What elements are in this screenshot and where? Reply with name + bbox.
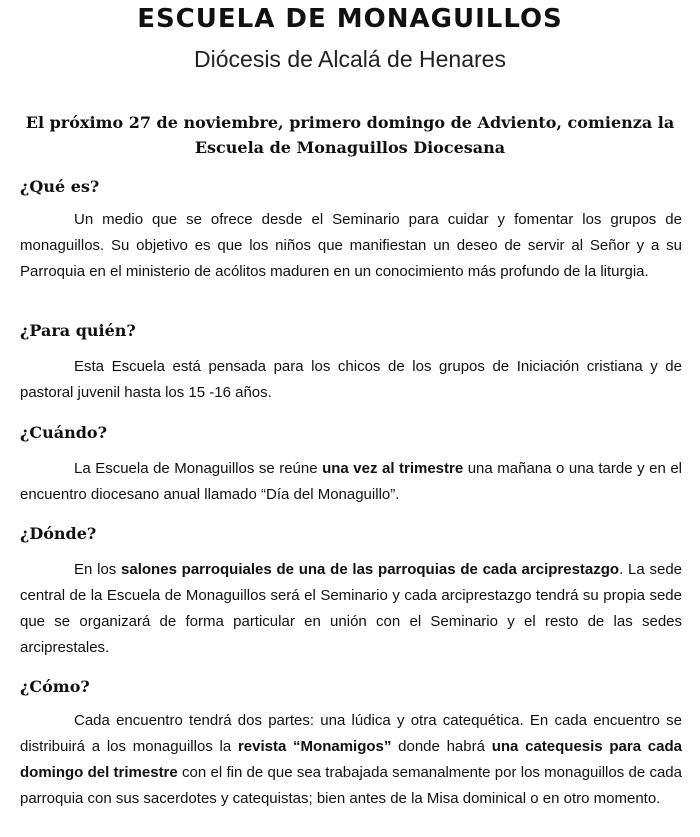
body-text: En los <box>74 561 122 578</box>
document-title: ESCUELA DE MONAGUILLOS <box>137 4 563 34</box>
section-paragraph-donde <box>20 557 682 661</box>
section-heading-donde: ¿Dónde? <box>20 524 97 543</box>
body-text: una mañana o una tarde y en el encuentro diocesano anual llamado “Día del Monaguillo”. <box>20 460 682 503</box>
section-heading-para-quien: ¿Para quién? <box>20 321 136 340</box>
emphasis-text: una vez al trimestre <box>322 460 464 477</box>
body-text: Cada encuentro tendrá dos partes: una lúdica y otra catequética. En cada encuentro se distribuirá a los monaguillos la <box>20 712 682 755</box>
section-paragraph-que-es <box>20 207 682 285</box>
section-heading-cuando: ¿Cuándo? <box>20 423 107 442</box>
body-text: La Escuela de Monaguillos se reúne <box>74 460 323 477</box>
body-text: Esta Escuela está pensada para los chicos de los grupos de Iniciación cristiana y de pastoral juvenil hasta los 15 -16 años. <box>20 358 682 401</box>
body-text: Un medio que se ofrece desde el Seminario para cuidar y fomentar los grupos de monaguillos. Su objetivo es que los niños que manifiestan un deseo de servir al Señor y a su Parroquia en el ministerio de acólitos maduren en un conocimiento más profundo de la liturgia. <box>20 211 682 280</box>
emphasis-text: salones parroquiales de una de las parroquias de cada arciprestazgo <box>121 561 620 578</box>
section-paragraph-cuando <box>20 456 682 508</box>
document-subtitle: Diócesis de Alcalá de Henares <box>194 46 506 72</box>
announcement-headline: El próximo 27 de noviembre, primero domingo de Adviento, comienza la Escuela de Monaguillos Diocesana <box>25 113 675 157</box>
section-heading-como: ¿Cómo? <box>20 677 90 696</box>
section-paragraph-como <box>20 708 682 812</box>
body-text: . La sede central de la Escuela de Monaguillos será el Seminario y cada arciprestazgo tendrá su propia sede que se organizará de forma particular en unión con el Seminario y el resto de las sedes arciprestales. <box>20 561 682 656</box>
section-paragraph-para-quien <box>20 354 682 406</box>
section-heading-que-es: ¿Qué es? <box>20 177 100 196</box>
emphasis-text: una catequesis para cada domingo del trimestre <box>20 738 682 781</box>
body-text: con el fin de que sea trabajada semanalmente por los monaguillos de cada parroquia con sus sacerdotes y catequistas; bien antes de la Misa dominical o en otro momento. <box>20 764 682 807</box>
emphasis-text: revista “Monamigos” <box>237 738 392 755</box>
body-text: donde habrá <box>391 738 492 755</box>
